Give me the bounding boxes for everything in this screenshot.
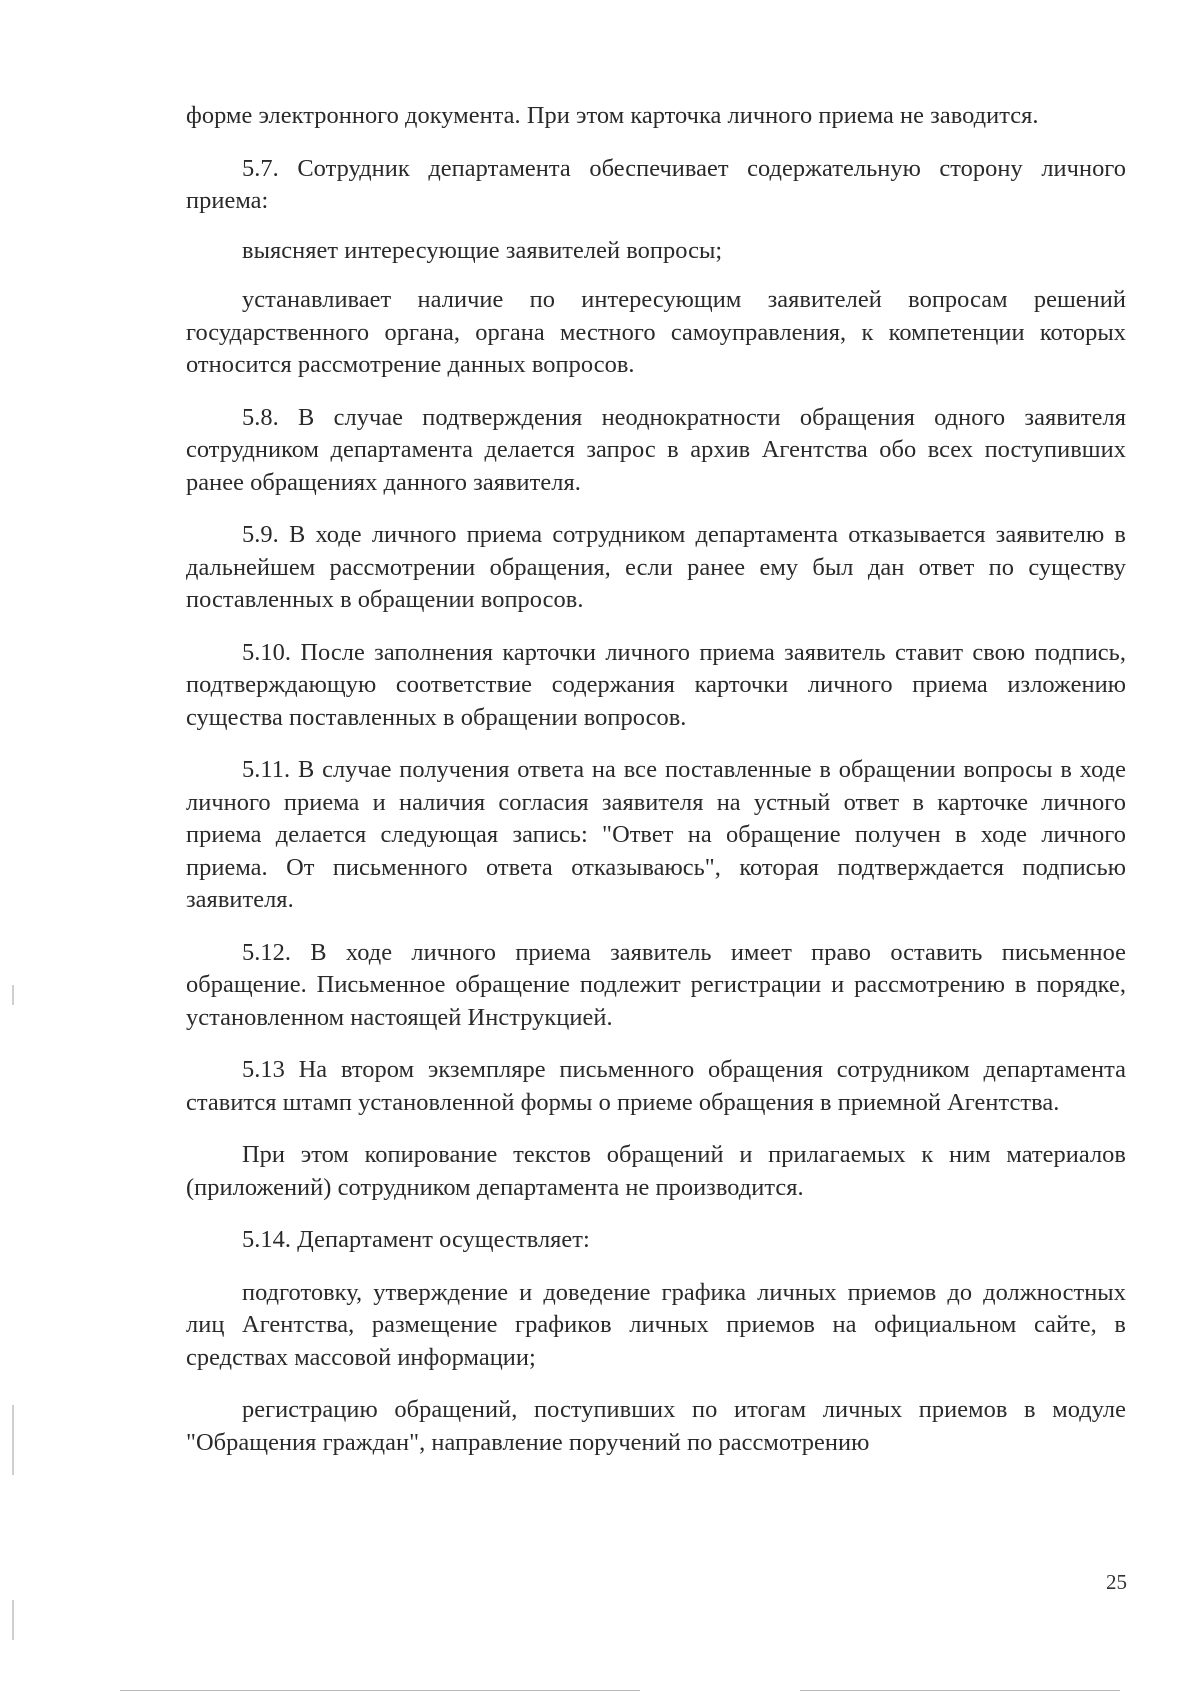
paragraph-list-item: выясняет интересующие заявителей вопросы;: [242, 236, 723, 264]
scan-artifact: [12, 1600, 14, 1640]
paragraph-5-7: 5.7. Сотрудник департамента обеспечивает содержательную сторону личного приема:: [186, 154, 1126, 214]
paragraph-5-10: 5.10. После заполнения карточки личного приема заявитель ставит свою подпись, подтверждающую соответствие содержания карточки личного приема изложению существа поставленных в обращении вопросов.: [186, 638, 1126, 731]
paragraph-5-8: 5.8. В случае подтверждения неоднократности обращения одного заявителя сотрудником департамента делается запрос в архив Агентства обо всех поступивших ранее обращениях данного заявителя.: [186, 403, 1126, 496]
scan-artifact: [120, 1690, 640, 1691]
paragraph-5-13: 5.13 На втором экземпляре письменного обращения сотрудником департамента ставится штамп установленной формы о приеме обращения в приемной Агентства.: [186, 1056, 1126, 1116]
paragraph-list-item: регистрацию обращений, поступивших по итогам личных приемов в модуле "Обращения граждан", направление поручений по рассмотрению: [186, 1396, 1126, 1456]
paragraph-5-9: 5.9. В ходе личного приема сотрудником департамента отказывается заявителю в дальнейшем рассмотрении обращения, если ранее ему был дан ответ по существу поставленных в обращении вопросов.: [186, 521, 1126, 613]
paragraph-5-12: 5.12. В ходе личного приема заявитель имеет право оставить письменное обращение. Письменное обращение подлежит регистрации и рассмотрению в порядке, установленном настоящей Инструкцией.: [186, 938, 1126, 1031]
paragraph-5-11: 5.11. В случае получения ответа на все поставленные в обращении вопросы в ходе личного приема и наличия согласия заявителя на устный ответ в карточке личного приема делается следующая запись: "Ответ на обращение получен в ходе личного приема. От письменного ответа отказываюсь", которая подтверждается подписью заявителя.: [186, 756, 1126, 913]
paragraph-list-item: устанавливает наличие по интересующим заявителей вопросам решений государственного органа, органа местного самоуправления, к компетенции которых относится рассмотрение данных вопросов.: [186, 286, 1126, 378]
paragraph-note: При этом копирование текстов обращений и прилагаемых к ним материалов (приложений) сотрудником департамента не производится.: [186, 1141, 1126, 1201]
scan-artifact: [12, 985, 14, 1005]
paragraph-list-item: подготовку, утверждение и доведение графика личных приемов до должностных лиц Агентства, размещение графиков личных приемов на официальном сайте, в средствах массовой информации;: [186, 1278, 1126, 1371]
page-number: 25: [1106, 1570, 1127, 1594]
paragraph-5-14: 5.14. Департамент осуществляет:: [242, 1226, 590, 1253]
document-body: [186, 100, 1126, 1459]
scan-artifact: [800, 1690, 1120, 1691]
scan-artifact: [12, 1405, 14, 1475]
paragraph-continuation: форме электронного документа. При этом карточка личного приема не заводится.: [186, 102, 1039, 129]
